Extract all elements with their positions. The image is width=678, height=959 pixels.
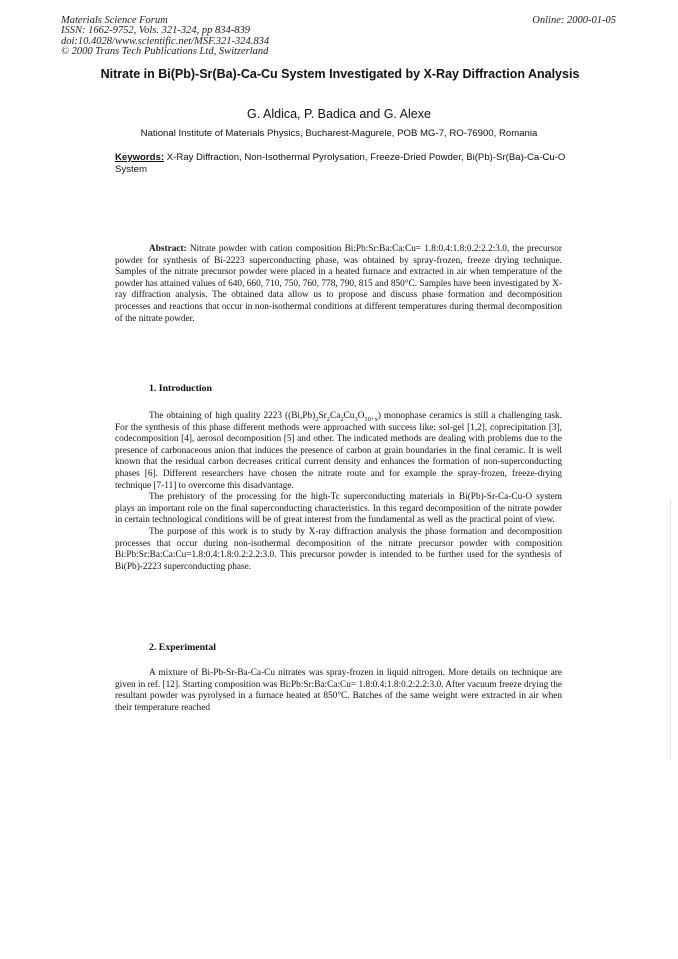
- keywords-text: X-Ray Diffraction, Non-Isothermal Pyrolysation, Freeze-Dried Powder, Bi(Pb)-Sr(Ba)-Ca-Cu-O System: [115, 152, 566, 175]
- author-list: G. Aldica, P. Badica and G. Alexe: [247, 107, 431, 121]
- formula-part: Sr: [318, 411, 327, 421]
- intro-paragraph-2: The prehistory of the processing for the high-Tc superconducting materials in Bi(Pb)-Sr-Ca-Cu-O system plays an important role on the final superconducting characteristics. In this regard decomposition of the nitrate powder in certain technological conditions will be of great interest from the fundamental as well as the practical point of view.: [115, 492, 562, 526]
- exp-paragraph-1: A mixture of Bi-Pb-Sr-Ba-Ca-Cu nitrates was spray-frozen in liquid nitrogen. More details on technique are given in ref. [12]. Starting composition was Bi:Pb:Sr:Ba:Ca:Cu= 1.8:0.4:1.8:0.2:2.2:3.0. After vacuum freeze drying the resultant powder was pyrolysed in a furnace heated at 850°C. Batches of the same weight were extracted in air when their temperature reached: [115, 668, 562, 713]
- issn-line: ISSN: 1662-9752, Vols. 321-324, pp 834-839: [61, 25, 250, 37]
- online-date: Online: 2000-01-05: [532, 15, 616, 26]
- keywords-block: [115, 152, 575, 175]
- experimental-heading: 2. Experimental: [149, 642, 216, 653]
- introduction-body: [115, 411, 562, 573]
- formula-sub: 10+x: [364, 415, 378, 423]
- journal-name: Materials Science Forum: [61, 15, 168, 26]
- abstract-block: [115, 244, 562, 325]
- scan-edge-artifact: [670, 500, 672, 760]
- doi-line[interactable]: doi:10.4028/www.scientific.net/MSF.321-324.834: [61, 35, 270, 47]
- copyright-line: © 2000 Trans Tech Publications Ltd, Switzerland: [61, 46, 269, 58]
- intro-paragraph-3: The purpose of this work is to study by X-ray diffraction analysis the phase formation and decomposition processes that occur during non-isothermal decomposition of the nitrate precursor powder with composition Bi:Pb:Sr:Ba:Ca:Cu=1.8:0.4:1.8:0.2:2.2:3.0. This precursor powder is intended to be further used for the synthesis of Bi(Pb)-2223 superconducting phase.: [115, 526, 562, 572]
- formula-sub: 3: [354, 415, 358, 423]
- abstract-label: Abstract:: [149, 244, 187, 254]
- paper-title: Nitrate in Bi(Pb)-Sr(Ba)-Ca-Cu System Investigated by X-Ray Diffraction Analysis: [100, 67, 580, 81]
- formula-part: Cu: [343, 411, 355, 421]
- intro-p1-start: The obtaining of high quality 2223 ((Bi,Pb): [149, 411, 316, 421]
- formula-part: O: [357, 411, 365, 421]
- introduction-heading: 1. Introduction: [149, 383, 212, 394]
- abstract-text: Nitrate powder with cation composition Bi:Pb:Sr:Ba:Ca:Cu= 1.8:0.4:1.8:0.2:2.2:3.0, the precursor powder for synthesis of Bi-2223 superconducting phase, was obtained by spray-frozen, freeze drying technique. Samples of the nitrate precursor powder were placed in a heated furnace and extracted in air when temperature of the powder has attained values of 640, 660, 710, 750, 760, 778, 790, 815 and 850°C. Samples have been investigated by X-ray diffraction analysis. The obtained data allow us to propose and discuss phase formation and decomposition processes and reactions that occur in non-isothermal conditions at different temperatures during thermal decomposition of the nitrate powder.: [115, 244, 562, 324]
- intro-paragraph-1: [115, 411, 562, 492]
- formula-sub: 2: [326, 415, 331, 423]
- formula-part: Ca: [330, 411, 341, 421]
- keywords-label: Keywords:: [115, 152, 165, 163]
- formula-sub: 2: [315, 415, 319, 423]
- intro-p1-rest: ) monophase ceramics is still a challenging task. For the synthesis of this phase different methods were approached with success like: sol-gel [1,2], coprecipitation [3], codecomposition [4], aerosol decomposition [5] and other. The indicated methods are dealing with problems due to the presence of carbonaceous anion that induces the presence of carbon at grain boundaries in the final ceramic. It is well known that the residual carbon decreases critical current density and enhances the formation of non-superconducting phases [6]. Different researchers have chosen the nitrate route and for example the spray-frozen, freeze-drying technique [7-11] to overcome this disadvantage.: [115, 411, 562, 491]
- experimental-body: [115, 668, 562, 714]
- journal-header: [61, 16, 269, 58]
- formula-sub: 2: [340, 415, 344, 423]
- affiliation: National Institute of Materials Physics, Bucharest-Magurele, POB MG-7, RO-76900, Romania: [140, 128, 538, 139]
